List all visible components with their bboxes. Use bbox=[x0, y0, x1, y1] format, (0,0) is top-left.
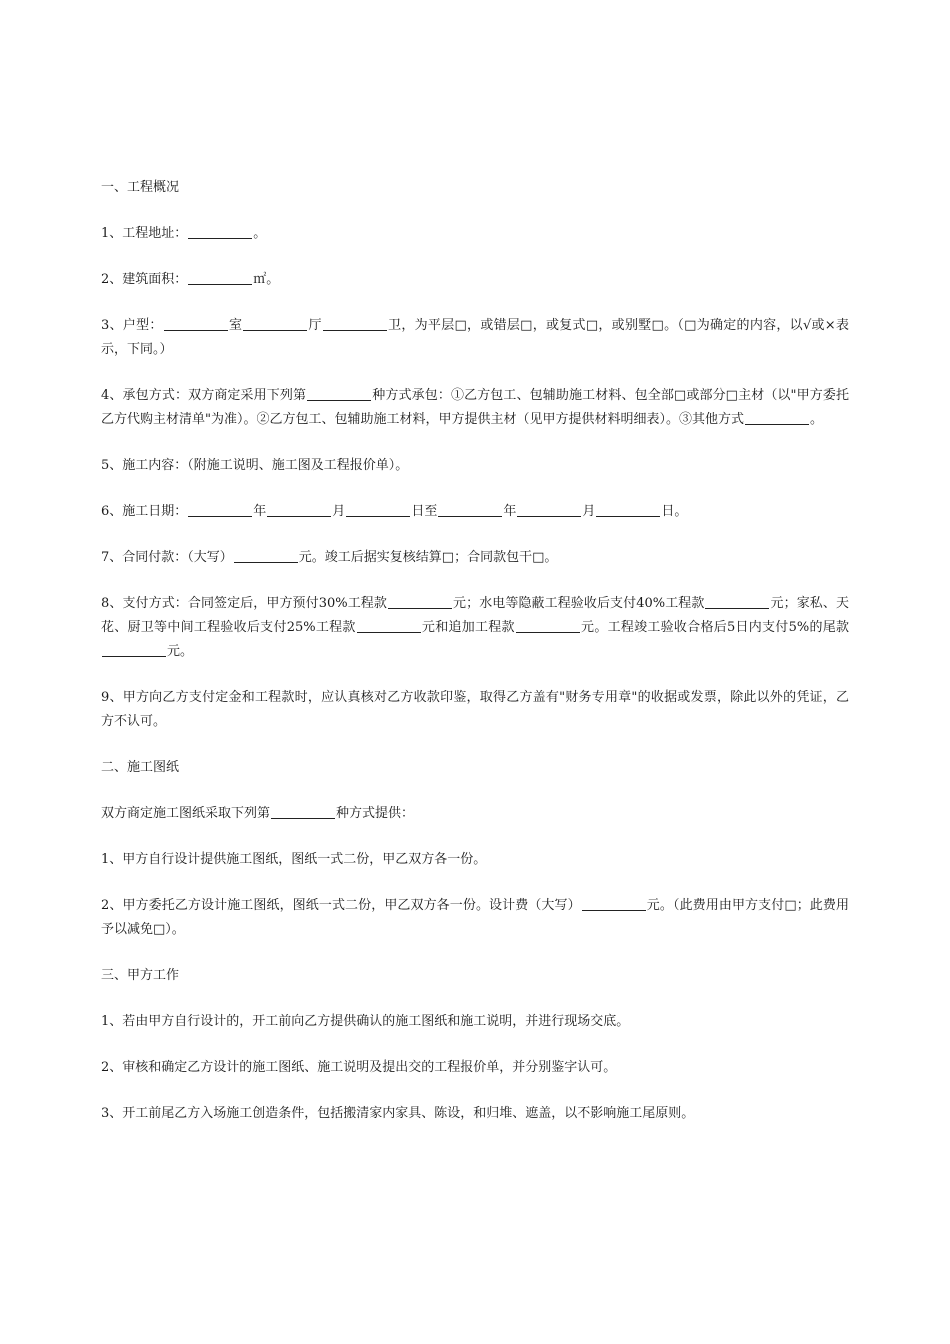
fill-in-blank bbox=[516, 618, 580, 633]
clause-text: ㎡。 bbox=[253, 272, 280, 287]
clause-paragraph bbox=[101, 686, 849, 734]
fill-in-blank bbox=[388, 594, 452, 609]
clause-text: 2、建筑面积： bbox=[101, 272, 188, 287]
clause-paragraph bbox=[101, 894, 849, 942]
clause-text: 。 bbox=[809, 412, 823, 427]
clause-text: 3、户型： bbox=[101, 318, 163, 333]
fill-in-blank bbox=[346, 502, 410, 517]
clause-paragraph bbox=[101, 592, 849, 664]
contract-document bbox=[101, 176, 849, 1148]
clause-paragraph bbox=[101, 222, 849, 246]
clause-paragraph bbox=[101, 268, 849, 292]
fill-in-blank bbox=[307, 386, 371, 401]
clause-text: 卫，为平层□，或错层□，或复式□，或别墅□。（□为确定的内容，以√或×表示，下同。） bbox=[101, 318, 849, 357]
clause-text: 。 bbox=[253, 226, 267, 241]
clause-text: 5、施工内容：（附施工说明、施工图及工程报价单）。 bbox=[101, 458, 409, 473]
clause-text: 日至 bbox=[411, 504, 438, 519]
clause-text: 种方式承包：①乙方包工、包辅助施工材料、包全部□或部分□主材（以"甲方委托乙方代购主材清单"为准）。②乙方包工、包辅助施工材料，甲方提供主材（见甲方提供材料明细表）。③其他方式 bbox=[101, 388, 849, 427]
clause-text: 1、甲方自行设计提供施工图纸，图纸一式二份，甲乙双方各一份。 bbox=[101, 852, 487, 867]
clause-text: 元；水电等隐蔽工程验收后支付40%工程款 bbox=[452, 596, 705, 611]
clause-text: 7、合同付款：（大写） bbox=[101, 550, 233, 565]
clause-paragraph bbox=[101, 546, 849, 570]
clause-text: 月 bbox=[582, 504, 596, 519]
fill-in-blank bbox=[243, 316, 307, 331]
fill-in-blank bbox=[517, 502, 581, 517]
clause-text: 2、甲方委托乙方设计施工图纸，图纸一式二份，甲乙双方各一份。设计费（大写） bbox=[101, 898, 581, 913]
fill-in-blank bbox=[745, 410, 809, 425]
fill-in-blank bbox=[357, 618, 421, 633]
clause-paragraph bbox=[101, 1102, 849, 1126]
clause-text: 元。工程竣工验收合格后5日内支付5%的尾款 bbox=[580, 620, 849, 635]
clause-text: 元。（此费用由甲方支付□；此费用予以减免□）。 bbox=[101, 898, 849, 937]
clause-text: 9、甲方向乙方支付定金和工程款时，应认真核对乙方收款印鉴，取得乙方盖有"财务专用章"的收据或发票，除此以外的凭证，乙方不认可。 bbox=[101, 690, 849, 729]
fill-in-blank bbox=[188, 224, 252, 239]
clause-text: 年 bbox=[503, 504, 517, 519]
clause-text: 3、开工前尾乙方入场施工创造条件，包括搬清家内家具、陈设，和归堆、遮盖，以不影响施工尾原则。 bbox=[101, 1106, 695, 1121]
clause-text: 月 bbox=[332, 504, 346, 519]
clause-text: 日。 bbox=[661, 504, 688, 519]
clause-text: 元。竣工后据实复核结算□；合同款包干□。 bbox=[298, 550, 558, 565]
clause-text: 2、审核和确定乙方设计的施工图纸、施工说明及提出交的工程报价单，并分别鉴字认可。 bbox=[101, 1060, 617, 1075]
clause-paragraph bbox=[101, 314, 849, 362]
fill-in-blank bbox=[323, 316, 387, 331]
fill-in-blank bbox=[438, 502, 502, 517]
fill-in-blank bbox=[582, 896, 646, 911]
clause-paragraph bbox=[101, 500, 849, 524]
clause-paragraph bbox=[101, 802, 849, 826]
section-heading: 一、工程概况 bbox=[101, 180, 180, 195]
clause-text: 6、施工日期： bbox=[101, 504, 188, 519]
fill-in-blank bbox=[234, 548, 298, 563]
clause-text: 元和追加工程款 bbox=[421, 620, 515, 635]
clause-text: 8、支付方式：合同签定后，甲方预付30%工程款 bbox=[101, 596, 387, 611]
clause-text: 年 bbox=[253, 504, 267, 519]
fill-in-blank bbox=[188, 502, 252, 517]
fill-in-blank bbox=[102, 642, 166, 657]
fill-in-blank bbox=[596, 502, 660, 517]
clause-text: 4、承包方式：双方商定采用下列第 bbox=[101, 388, 307, 403]
clause-text: 1、若由甲方自行设计的，开工前向乙方提供确认的施工图纸和施工说明，并进行现场交底。 bbox=[101, 1014, 630, 1029]
fill-in-blank bbox=[267, 502, 331, 517]
section-heading: 三、甲方工作 bbox=[101, 968, 180, 983]
clause-paragraph bbox=[101, 454, 849, 478]
clause-text: 种方式提供： bbox=[336, 806, 415, 821]
clause-text: 室 bbox=[228, 318, 243, 333]
fill-in-blank bbox=[271, 804, 335, 819]
fill-in-blank bbox=[188, 270, 252, 285]
section-heading: 二、施工图纸 bbox=[101, 760, 180, 775]
clause-text: 厅 bbox=[308, 318, 322, 333]
clause-paragraph bbox=[101, 384, 849, 432]
clause-text: 1、工程地址： bbox=[101, 226, 188, 241]
clause-paragraph bbox=[101, 848, 849, 872]
clause-text: 双方商定施工图纸采取下列第 bbox=[101, 806, 271, 821]
clause-paragraph bbox=[101, 1010, 849, 1034]
clause-text: 元；家私、天花、厨卫等中间工程验收后支付25%工程款 bbox=[101, 596, 849, 635]
fill-in-blank bbox=[705, 594, 769, 609]
clause-paragraph bbox=[101, 1056, 849, 1080]
fill-in-blank bbox=[164, 316, 228, 331]
clause-text: 元。 bbox=[167, 644, 194, 659]
